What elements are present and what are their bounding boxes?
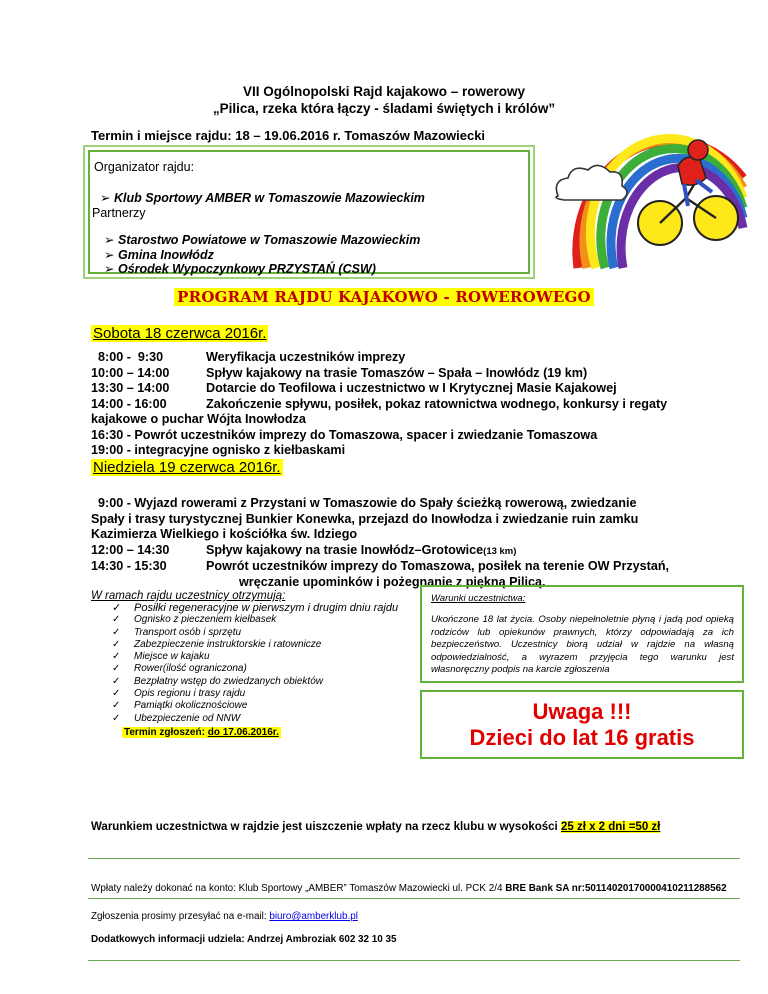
checkmark-icon: ✓ <box>112 602 122 614</box>
alert-line-1: Uwaga !!! <box>532 699 632 724</box>
program-title: PROGRAM RAJDU KAJAKOWO - ROWEROWEGO <box>0 288 768 307</box>
schedule-row: 8:00 - 9:30 Weryfikacja uczestników imprezy <box>91 350 406 364</box>
schedule-row-cont: wręczanie upominków i pożegnanie z piękną Pilicą. <box>239 574 546 589</box>
list-item: ✓ Transport osób i sprzętu <box>112 626 242 638</box>
saturday-schedule <box>91 350 667 459</box>
schedule-row: 16:30 - Powrót uczestników imprezy do Tomaszowa, spacer i zwiedzanie Tomaszowa <box>91 427 598 442</box>
list-item: ✓ Opis regionu i trasy rajdu <box>112 688 246 700</box>
fee-amount: 25 zł x 2 dni =50 zł <box>560 821 661 833</box>
checkmark-icon: ✓ <box>112 700 121 712</box>
schedule-row: 13:30 – 14:00 Dotarcie do Teofilowa i uczestnictwo w I Krytycznej Masie Kajakowej <box>91 381 617 395</box>
schedule-row-cont: kajakowe o puchar Wójta Inowłodza <box>91 412 306 426</box>
conditions-text: Ukończone 18 lat życia. Osoby niepełnoletnie płyną i jadą pod opieką rodziców lub opiekunów prawnych, którzy odpowiadają za ich bezpieczeństwo. Uczestnicy biorą udział w rajdzie na własną odpowiedzialność, a wyrazem przyjęcia tego warunku jest własnoręczny podpis na karcie zgłoszenia <box>431 614 734 675</box>
divider <box>88 858 740 859</box>
list-item: ✓ Miejsce w kajaku <box>112 651 210 663</box>
alert-line-2: Dzieci do lat 16 gratis <box>469 725 695 750</box>
schedule-row: 19:00 - integracyjne ognisko z kiełbaskami <box>91 443 346 457</box>
partner-item: ➢ Ośrodek Wypoczynkowy PRZYSTAŃ (CSW) <box>104 262 376 276</box>
email-link[interactable]: biuro@amberklub.pl <box>269 911 358 922</box>
list-item: ✓ Ubezpieczenie od NNW <box>112 712 241 724</box>
conditions-title: Warunki uczestnictwa: <box>431 593 526 604</box>
arrow-bullet-icon: ➢ <box>104 262 115 276</box>
partner-item: ➢ Gmina Inowłódz <box>104 248 214 262</box>
registration-deadline: Termin zgłoszeń: do 17.06.2016r. <box>124 727 279 738</box>
schedule-row-cont: Spały i trasy turystycznej Bunkier Konewka, przejazd do Inowłodza i zwiedzanie ruin zamku <box>91 511 639 526</box>
email-info: Zgłoszenia prosimy przesyłać na e-mail: biuro@amberklub.pl <box>91 911 358 922</box>
arrow-bullet-icon: ➢ <box>100 191 111 205</box>
schedule-row: 14:00 - 16:00 Zakończenie spływu, posiłek, pokaz ratownictwa wodnego, konkursy i regaty <box>91 396 668 411</box>
organizer-label: Organizator rajdu: <box>94 160 195 174</box>
schedule-row: 9:00 - Wyjazd rowerami z Przystani w Tomaszowie do Spały ścieżką rowerową, zwiedzanie <box>91 496 637 510</box>
title-line-2: „Pilica, rzeka która łączy - śladami świętych i królów” <box>212 101 556 116</box>
fee-text: Warunkiem uczestnictwa w rajdzie jest uiszczenie wpłaty na rzecz klubu w wysokości 25 zł x 2 dni =50 zł <box>91 821 661 833</box>
list-item: ✓ Posiłki regeneracyjne w pierwszym i drugim dniu rajdu <box>112 602 399 614</box>
checkmark-icon: ✓ <box>112 614 121 626</box>
schedule-row: 12:00 – 14:30 Spływ kajakowy na trasie Inowłódz–Grotowice(13 km) <box>91 542 517 557</box>
schedule-row: 14:30 - 15:30 Powrót uczestników imprezy do Tomaszowa, posiłek na terenie OW Przystań, <box>91 559 670 573</box>
term-and-place: Termin i miejsce rajdu: 18 – 19.06.2016 r. Tomaszów Mazowiecki <box>91 128 486 143</box>
schedule-row: 10:00 – 14:00 Spływ kajakowy na trasie Tomaszów – Spała – Inowłódz (19 km) <box>91 365 588 380</box>
checkmark-icon: ✓ <box>112 638 121 650</box>
sunday-header: Niedziela 19 czerwca 2016r. <box>93 459 281 476</box>
list-item: ✓ Bezpłatny wstęp do zwiedzanych obiektów <box>112 675 323 687</box>
organizer-box <box>88 150 530 274</box>
benefits-list <box>112 602 398 725</box>
cyclist-rainbow-image <box>538 118 748 273</box>
saturday-header: Sobota 18 czerwca 2016r. <box>93 325 267 342</box>
list-item: ✓ Ognisko z pieczeniem kiełbasek <box>112 614 277 626</box>
organizer-main: ➢ Klub Sportowy AMBER w Tomaszowie Mazowieckim <box>100 191 425 205</box>
partner-item: ➢ Starostwo Powiatowe w Tomaszowie Mazowieckim <box>104 233 421 247</box>
benefits-title: W ramach rajdu uczestnicy otrzymują: <box>91 590 286 602</box>
checkmark-icon: ✓ <box>112 626 121 638</box>
list-item: ✓ Pamiątki okolicznościowe <box>112 700 248 712</box>
sunday-schedule <box>91 496 669 590</box>
checkmark-icon: ✓ <box>112 688 121 700</box>
divider <box>88 898 740 899</box>
conditions-box <box>420 585 744 683</box>
payment-info: Wpłaty należy dokonać na konto: Klub Sportowy „AMBER” Tomaszów Mazowiecki ul. PCK 2/4 BRE Bank SA nr:50114020170000410211288562 <box>91 883 727 894</box>
checkmark-icon: ✓ <box>112 675 121 687</box>
list-item: ✓ Rower(ilość ograniczona) <box>112 663 247 675</box>
checkmark-icon: ✓ <box>112 651 121 663</box>
arrow-bullet-icon: ➢ <box>104 248 115 262</box>
alert-box <box>420 690 744 759</box>
bank-account: BRE Bank SA nr:50114020170000410211288562 <box>505 883 727 894</box>
checkmark-icon: ✓ <box>112 663 121 675</box>
arrow-bullet-icon: ➢ <box>104 233 115 247</box>
schedule-row-cont: Kazimierza Wielkiego i kościółka św. Idziego <box>91 527 358 541</box>
list-item: ✓ Zabezpieczenie instruktorskie i ratownicze <box>112 638 322 650</box>
contact-info: Dodatkowych informacji udziela: Andrzej Ambroziak 602 32 10 35 <box>91 934 397 945</box>
checkmark-icon: ✓ <box>112 712 121 724</box>
title-line-1: VII Ogólnopolski Rajd kajakowo – rowerowy <box>242 84 526 99</box>
partners-label: Partnerzy <box>92 206 146 220</box>
divider <box>88 960 740 961</box>
